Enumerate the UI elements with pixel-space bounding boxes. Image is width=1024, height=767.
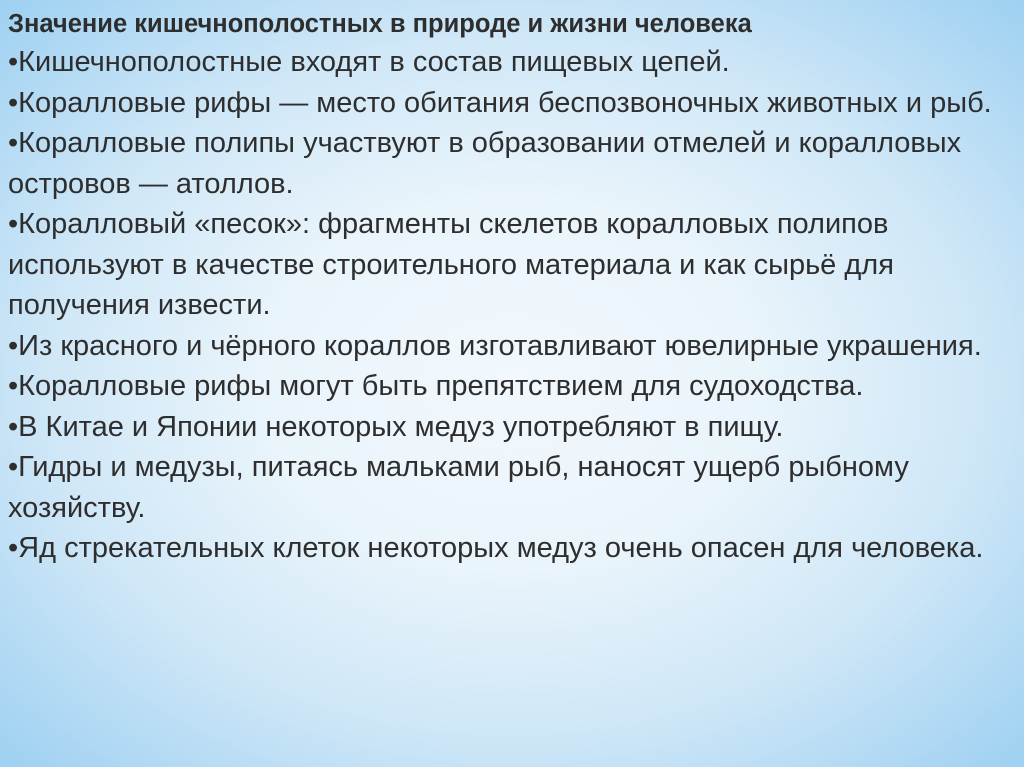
bullet-item: •Из красного и чёрного кораллов изготавливают ювелирные украшения. bbox=[8, 329, 982, 362]
bullet-item: •Коралловые рифы — место обитания беспозвоночных животных и рыб. bbox=[8, 86, 992, 119]
bullet-item: •В Китае и Японии некоторых медуз употребляют в пищу. bbox=[8, 410, 784, 443]
slide-content bbox=[8, 6, 1014, 569]
bullet-item: •Коралловые полипы участвуют в образовании отмелей и коралловых островов — атоллов. bbox=[8, 127, 962, 200]
slide-title: Значение кишечнополостных в природе и жизни человека bbox=[8, 10, 752, 38]
bullet-item: •Коралловые рифы могут быть препятствием для судоходства. bbox=[8, 370, 864, 402]
bullet-list bbox=[8, 42, 1014, 569]
bullet-item: •Гидры и медузы, питаясь мальками рыб, наносят ущерб рыбному хозяйству. bbox=[8, 451, 909, 524]
bullet-item: •Коралловый «песок»: фрагменты скелетов коралловых полипов используют в качестве строительного материала и как сырьё для получения извести. bbox=[8, 208, 894, 321]
bullet-item: •Кишечнополостные входят в состав пищевых цепей. bbox=[8, 46, 730, 78]
bullet-item: •Яд стрекательных клеток некоторых медуз очень опасен для человека. bbox=[8, 532, 984, 564]
